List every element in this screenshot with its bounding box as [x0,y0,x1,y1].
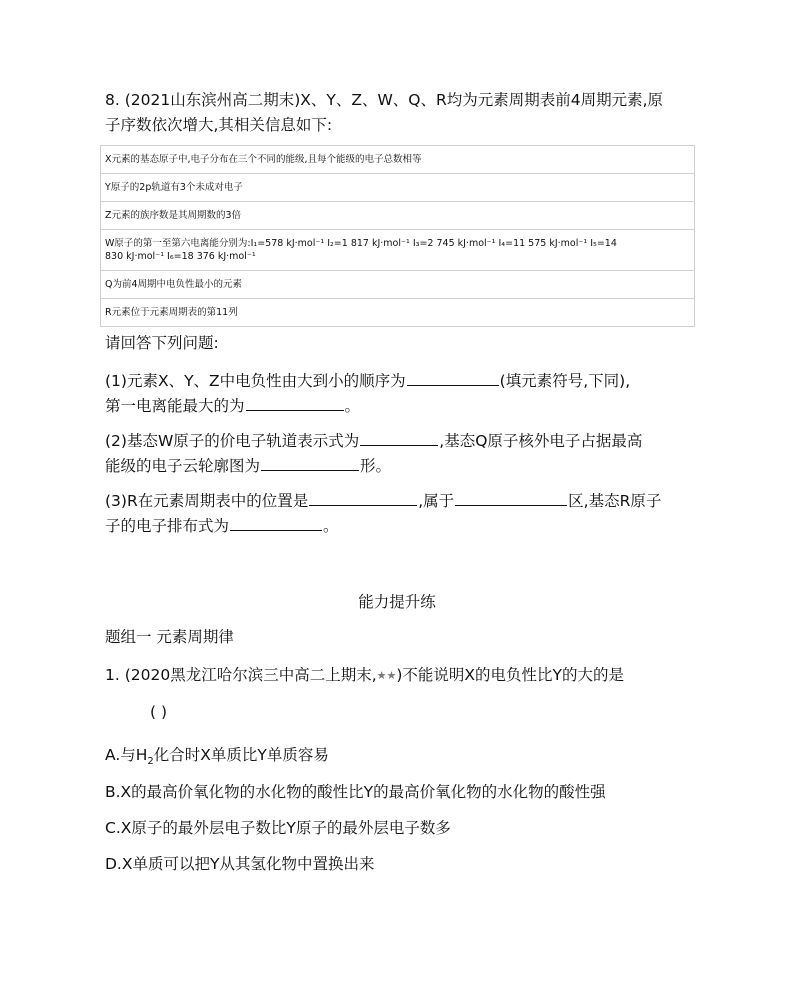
q1-stem-a: 1. (2020黑龙江哈尔滨三中高二上期末, [105,666,377,684]
part1-text-c: 第一电离能最大的为 [105,397,245,415]
q1-option-b: B.X的最高价氧化物的水化物的酸性比Y的最高价氧化物的水化物的酸性强 [105,783,606,801]
part3-text-a: (3)R在元素周期表中的位置是 [105,492,309,510]
option-a-subscript: 2 [147,756,154,768]
q8-part3-line1 [105,490,661,511]
table-cell-ionization [101,230,695,271]
q1-option-d: D.X单质可以把Y从其氢化物中置换出来 [105,855,375,873]
part1-text-b: (填元素符号,下同), [499,372,631,390]
table-row [101,299,695,327]
table-cell: X元素的基态原子中,电子分布在三个不同的能级,且每个能级的电子总数相等 [101,146,695,174]
ionization-line2: 830 kJ·mol⁻¹ I₆=18 376 kJ·mol⁻¹ [105,251,256,262]
part3-text-e: 。 [323,517,339,535]
q8-part3-line2 [105,515,339,536]
table-row [101,202,695,230]
section-heading: 能力提升练 [358,593,436,611]
q1-stem-b: )不能说明X的电负性比Y的大的是 [396,666,625,684]
q1-option-a [105,745,329,772]
table-row [101,230,695,271]
option-a-text1: A.与H [105,746,148,764]
table-row [101,271,695,299]
ionization-line1: W原子的第一至第六电离能分别为:I₁=578 kJ·mol⁻¹ I₂=1 817 kJ·mol⁻¹ I₃=2 745 kJ·mol⁻¹ I₄=11 575 kJ·mol⁻¹ I₅=14 [105,238,617,249]
q8-info-table [100,145,695,327]
part2-text-d: 形。 [360,457,392,475]
q8-stem-line2: 子序数依次增大,其相关信息如下: [105,116,333,134]
table-cell: R元素位于元素周期表的第11列 [101,299,695,327]
answer-blank[interactable] [407,370,499,386]
answer-blank[interactable] [261,455,359,471]
part1-text-d: 。 [344,397,361,415]
table-row [101,174,695,202]
part2-text-b: ,基态Q原子核外电子占据最高 [439,432,643,450]
table-row [101,146,695,174]
part2-text-c: 能级的电子云轮廓图为 [105,457,261,475]
table-cell: Y原子的2p轨道有3个未成对电子 [101,174,695,202]
q8-part2-line2 [105,455,391,476]
table-cell: Q为前4周期中电负性最小的元素 [101,271,695,299]
table-cell: Z元素的族序数是其周期数的3倍 [101,202,695,230]
part1-text-a: (1)元素X、Y、Z中电负性由大到小的顺序为 [105,372,406,390]
q8-stem-line1: 8. (2021山东滨州高二期末)X、Y、Z、W、Q、R均为元素周期表前4周期元素,原 [105,91,664,109]
q1-option-c: C.X原子的最外层电子数比Y原子的最外层电子数多 [105,819,451,837]
option-a-text2: 化合时X单质比Y单质容易 [153,746,329,764]
section-group-title: 题组一 元素周期律 [105,628,234,646]
q8-part2-line1 [105,430,642,451]
part3-text-b: ,属于 [418,492,455,510]
part3-text-d: 子的电子排布式为 [105,517,230,535]
answer-blank[interactable] [230,515,322,531]
part2-text-a: (2)基态W原子的价电子轨道表示式为 [105,432,360,450]
answer-blank[interactable] [455,490,567,506]
q8-part1-line1 [105,370,630,391]
difficulty-stars-icon: ★★ [376,668,397,682]
answer-blank[interactable] [309,490,417,506]
q8-part1-line2 [105,395,360,416]
part3-text-c: 区,基态R原子 [568,492,662,510]
answer-blank[interactable] [246,395,344,411]
q8-prompt: 请回答下列问题: [105,334,219,352]
answer-blank[interactable] [360,430,438,446]
q1-answer-paren[interactable]: ( ) [150,703,168,721]
q1-stem [105,665,624,686]
